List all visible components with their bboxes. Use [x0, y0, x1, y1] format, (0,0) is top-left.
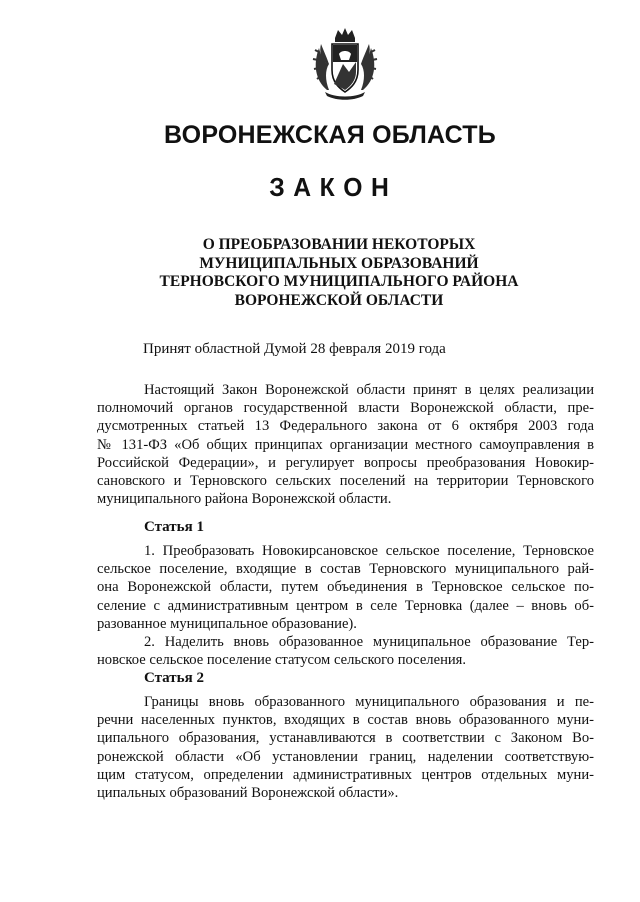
article-1-line: 2. Наделить вновь образованное муниципальное образование Тер- — [144, 634, 594, 651]
coat-of-arms-icon — [305, 24, 385, 104]
law-heading-line: ТЕРНОВСКОГО МУНИЦИПАЛЬНОГО РАЙОНА — [159, 273, 519, 290]
law-word: ЗАКОН — [269, 172, 398, 202]
preamble-line: муниципального района Воронежской области. — [97, 491, 392, 508]
law-heading — [0, 236, 640, 310]
article-2-line: речни населенных пунктов, входящих в состав вновь образованного муни- — [97, 712, 594, 729]
preamble-line: дусмотренных статьей 13 Федерального закона от 6 октября 2003 года — [97, 418, 594, 435]
preamble-paragraph — [97, 381, 594, 508]
article-1-body — [97, 542, 594, 669]
preamble-line: № 131-ФЗ «Об общих принципах организации местного самоуправления в — [97, 436, 594, 453]
law-heading-line: МУНИЦИПАЛЬНЫХ ОБРАЗОВАНИЙ — [199, 254, 479, 272]
region-title: ВОРОНЕЖСКАЯ ОБЛАСТЬ — [164, 121, 496, 149]
preamble-line: Российской Федерации», и регулирует вопросы преобразования Новокир- — [97, 454, 594, 471]
article-2-title: Статья 2 — [144, 670, 204, 686]
article-1-title: Статья 1 — [144, 519, 204, 535]
article-1-line: сельское поселение, входящие в состав Терновского муниципального рай- — [97, 561, 594, 578]
preamble-line: Настоящий Закон Воронежской области принят в целях реализации — [144, 382, 594, 398]
article-1-line: она Воронежской области, путем объединения в Терновское сельское по- — [97, 579, 594, 596]
preamble-line: полномочий органов государственной власти Воронежской области, пре- — [97, 400, 594, 417]
article-2-line: Границы вновь образованного муниципального образования и пе- — [144, 694, 594, 710]
article-2-line: ронежской области «Об установлении границ, наделении соответствую- — [97, 748, 594, 765]
article-1-line: 1. Преобразовать Новокирсановское сельское поселение, Терновское — [144, 543, 594, 559]
article-1-line: разованное муниципальное образование). — [97, 615, 357, 632]
law-heading-line: ВОРОНЕЖСКОЙ ОБЛАСТИ — [234, 291, 444, 309]
article-1-line: новское сельское поселение статусом сельского поселения. — [97, 652, 467, 669]
article-2-line: щим статусом, определении административных центров отдельных муни- — [97, 766, 594, 783]
article-2-line: ципальных образований Воронежской области». — [97, 785, 399, 802]
article-2-line: ципального образования, устанавливаются в соответствии с Законом Во- — [97, 730, 594, 747]
adoption-statement: Принят областной Думой 28 февраля 2019 года — [143, 341, 446, 357]
preamble-line: сановского и Терновского сельских поселений на территории Терновского — [97, 473, 594, 490]
law-heading-line: О ПРЕОБРАЗОВАНИИ НЕКОТОРЫХ — [202, 236, 476, 253]
article-1-line: селение с административным центром в селе Терновка (далее – вновь об- — [97, 597, 594, 614]
article-2-body — [97, 693, 594, 802]
